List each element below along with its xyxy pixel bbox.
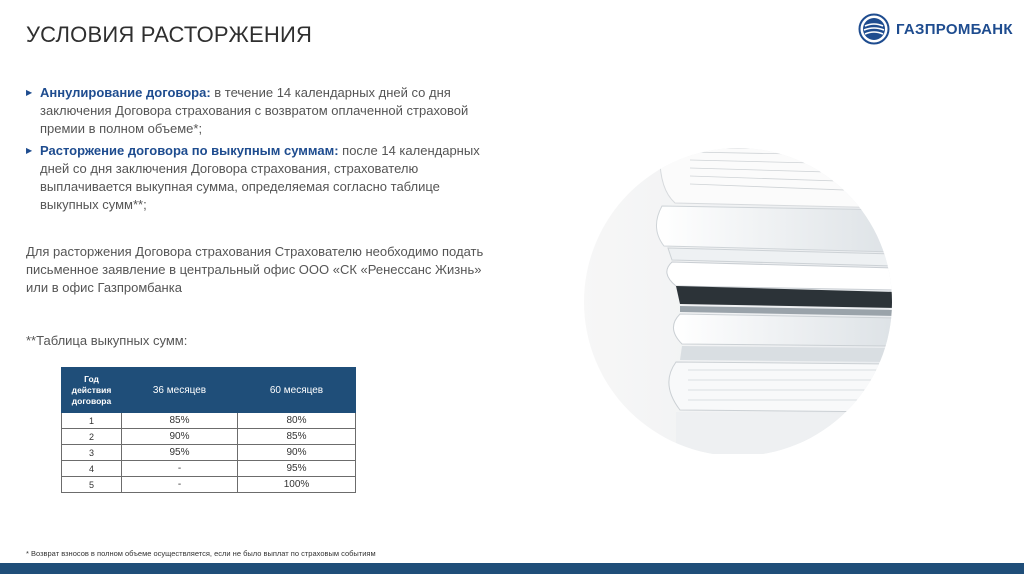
column-header-year: Год действия договора xyxy=(62,368,122,413)
table-row xyxy=(62,461,356,477)
cell-year: 2 xyxy=(62,429,122,445)
cell-60-months: 100% xyxy=(238,477,356,493)
table-row xyxy=(62,477,356,493)
cell-36-months: 85% xyxy=(122,413,238,429)
cell-36-months: 95% xyxy=(122,445,238,461)
documents-stack-photo xyxy=(580,148,896,459)
bullet-text: в течение 14 календарных дней со дня заключения Договора страхования с возвратом оплаченной страховой премии в полном объеме*; xyxy=(40,85,469,136)
cell-36-months: - xyxy=(122,477,238,493)
cell-year: 5 xyxy=(62,477,122,493)
table-row xyxy=(62,429,356,445)
bullet-heading: Аннулирование договора: xyxy=(40,85,211,100)
logo-text: ГАЗПРОМБАНК xyxy=(896,20,1013,38)
cell-year: 4 xyxy=(62,461,122,477)
cell-60-months: 85% xyxy=(238,429,356,445)
table-row xyxy=(62,413,356,429)
cell-year: 1 xyxy=(62,413,122,429)
gazprombank-logo xyxy=(858,13,1013,45)
table-header-row xyxy=(62,368,356,413)
list-item-annulment xyxy=(26,84,496,138)
table-row xyxy=(62,445,356,461)
table-caption: **Таблица выкупных сумм: xyxy=(26,333,188,348)
list-item-termination xyxy=(26,142,496,214)
cell-60-months: 90% xyxy=(238,445,356,461)
page-title: УСЛОВИЯ РАСТОРЖЕНИЯ xyxy=(26,22,313,47)
cell-36-months: 90% xyxy=(122,429,238,445)
column-header-60-months: 60 месяцев xyxy=(238,368,356,413)
cell-60-months: 80% xyxy=(238,413,356,429)
binders-stack-image xyxy=(580,148,896,454)
bullet-text: после 14 календарных дней со дня заключения Договора страхования, страхователю выплачивается выкупная сумма, определяемая согласно таблице выкупных сумм**; xyxy=(40,143,480,212)
column-header-36-months: 36 месяцев xyxy=(122,368,238,413)
footnote: * Возврат взносов в полном объеме осуществляется, если не было выплат по страховым событиям xyxy=(26,549,376,558)
bottom-bar xyxy=(0,563,1024,574)
cell-60-months: 95% xyxy=(238,461,356,477)
surrender-values-table xyxy=(61,367,356,493)
procedure-paragraph: Для расторжения Договора страхования Страхователю необходимо подать письменное заявление в центральный офис ООО «СК «Ренессанс Жизнь» или в офис Газпромбанка xyxy=(26,244,484,295)
bullet-triangle-icon: ▶ xyxy=(26,146,33,155)
conditions-list xyxy=(26,84,496,218)
cell-year: 3 xyxy=(62,445,122,461)
bullet-triangle-icon: ▶ xyxy=(26,88,33,97)
bank-globe-icon xyxy=(858,13,890,45)
cell-36-months: - xyxy=(122,461,238,477)
bullet-heading: Расторжение договора по выкупным суммам: xyxy=(40,143,339,158)
